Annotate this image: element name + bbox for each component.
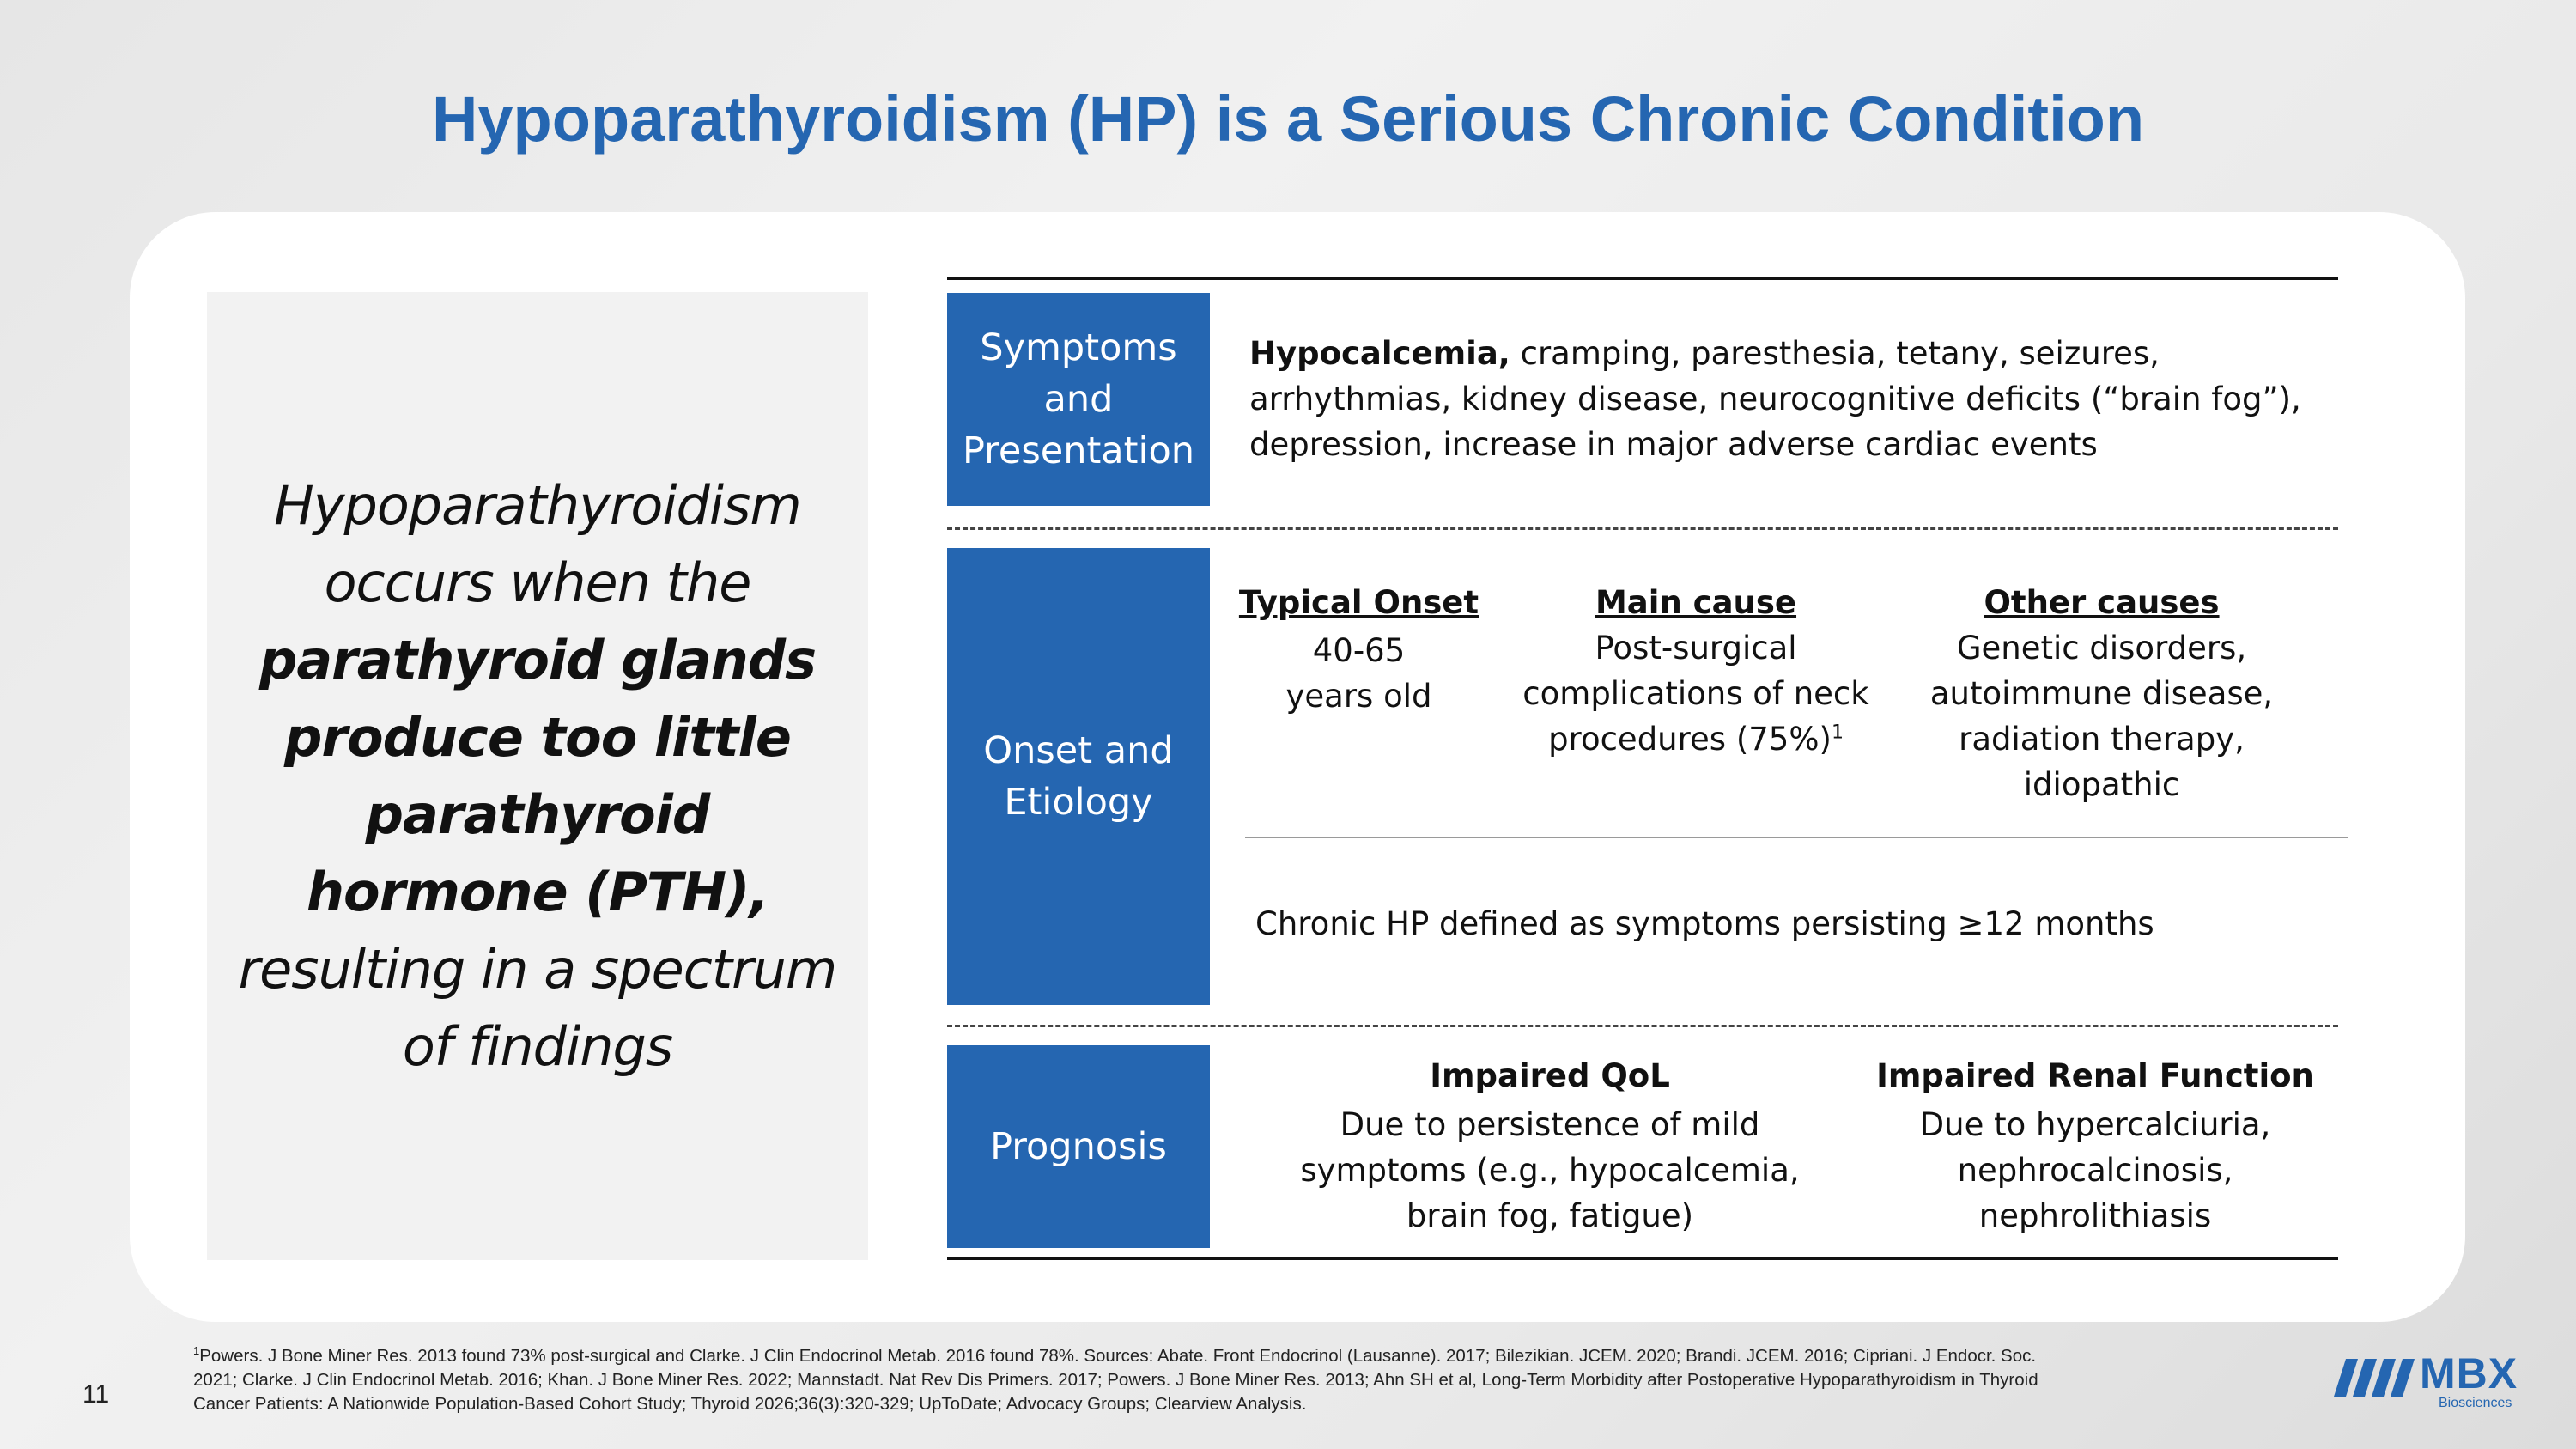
intro-statement	[228, 467, 847, 1086]
chronic-definition: Chronic HP defined as symptoms persisting ≥12 months	[1255, 905, 2154, 942]
table-top-rule	[947, 277, 2338, 280]
slide-title: Hypoparathyroidism (HP) is a Serious Chronic Condition	[431, 83, 2145, 155]
impaired-renal-body: Due to hypercalciuria, nephrocalcinosis, nephrolithiasis	[1919, 1106, 2271, 1234]
typical-onset-column	[1228, 580, 1490, 719]
row-divider-1	[947, 527, 2338, 530]
onset-label-box	[947, 548, 1210, 1005]
impaired-renal-column	[1872, 1053, 2318, 1239]
main-cause-column	[1498, 580, 1893, 762]
impaired-qol-heading: Impaired QoL	[1430, 1057, 1670, 1094]
intro-text-part2: resulting in a spectrum of findings	[238, 937, 837, 1078]
page-number: 11	[82, 1380, 110, 1409]
logo-wordmark: MBX	[2420, 1349, 2518, 1397]
main-cause-body-wrap	[1498, 625, 1893, 762]
symptoms-label: Symptoms and Presentation	[962, 326, 1195, 472]
logo-subtext: Biosciences	[2439, 1396, 2512, 1410]
intro-panel	[207, 292, 868, 1260]
prognosis-label-box	[947, 1045, 1210, 1248]
main-cause-footnote-ref: 1	[1831, 721, 1844, 744]
other-causes-body: Genetic disorders, autoimmune disease, radiation therapy, idiopathic	[1929, 630, 2274, 803]
table-bottom-rule	[947, 1257, 2338, 1260]
impaired-renal-heading: Impaired Renal Function	[1876, 1057, 2314, 1094]
typical-onset-heading: Typical Onset	[1238, 584, 1479, 621]
intro-text-part1: Hypoparathyroidism occurs when the	[274, 473, 801, 614]
row-divider-2	[947, 1025, 2338, 1027]
symptoms-label-box	[947, 293, 1210, 506]
main-cause-heading: Main cause	[1595, 584, 1797, 621]
other-causes-column	[1889, 580, 2314, 807]
footnote-marker: 1	[193, 1344, 200, 1358]
symptoms-bold: Hypocalcemia,	[1249, 335, 1510, 372]
footnote	[193, 1344, 2082, 1416]
prognosis-label: Prognosis	[990, 1125, 1167, 1168]
onset-inner-divider	[1245, 837, 2348, 838]
symptoms-text	[1249, 331, 2323, 467]
intro-text-bold: parathyroid glands produce too little parathyroid hormone (PTH),	[258, 628, 817, 923]
impaired-qol-column	[1288, 1053, 1812, 1239]
footnote-text: Powers. J Bone Miner Res. 2013 found 73% post-surgical and Clarke. J Clin Endocrinol Metab. 2016 found 78%. Sources: Abate. Front Endocrinol (Lausanne). 2017; Bilezikian. JCEM. 2020; Brandi. JCEM. 2016; Cipriani. J Endocr. Soc. 2021; Clarke. J Clin Endocrinol Metab. 2016; Khan. J Bone Miner Res. 2022; Mannstadt. Nat Rev Dis Primers. 2017; Powers. J Bone Miner Res. 2013; Ahn SH et al, Long-Term Morbidity after Postoperative Hypoparathyroidism in Thyroid Cancer Patients: A Nationwide Population-Based Cohort Study; Thyroid 2026;36(3):320-329; UpToDate; Advocacy Groups; Clearview Analysis.	[193, 1346, 2038, 1414]
onset-label: Onset and Etiology	[983, 729, 1174, 824]
typical-onset-body: 40-65 years old	[1285, 632, 1432, 715]
impaired-qol-body: Due to persistence of mild symptoms (e.g., hypocalcemia, brain fog, fatigue)	[1300, 1106, 1800, 1234]
main-cause-body: Post-surgical complications of neck procedures (75%)	[1522, 630, 1869, 758]
symptoms-body: cramping, paresthesia, tetany, seizures, arrhythmias, kidney disease, neurocognitive deficits (“brain fog”), depression, increase in major adverse cardiac events	[1249, 335, 2301, 463]
other-causes-heading: Other causes	[1984, 584, 2220, 621]
